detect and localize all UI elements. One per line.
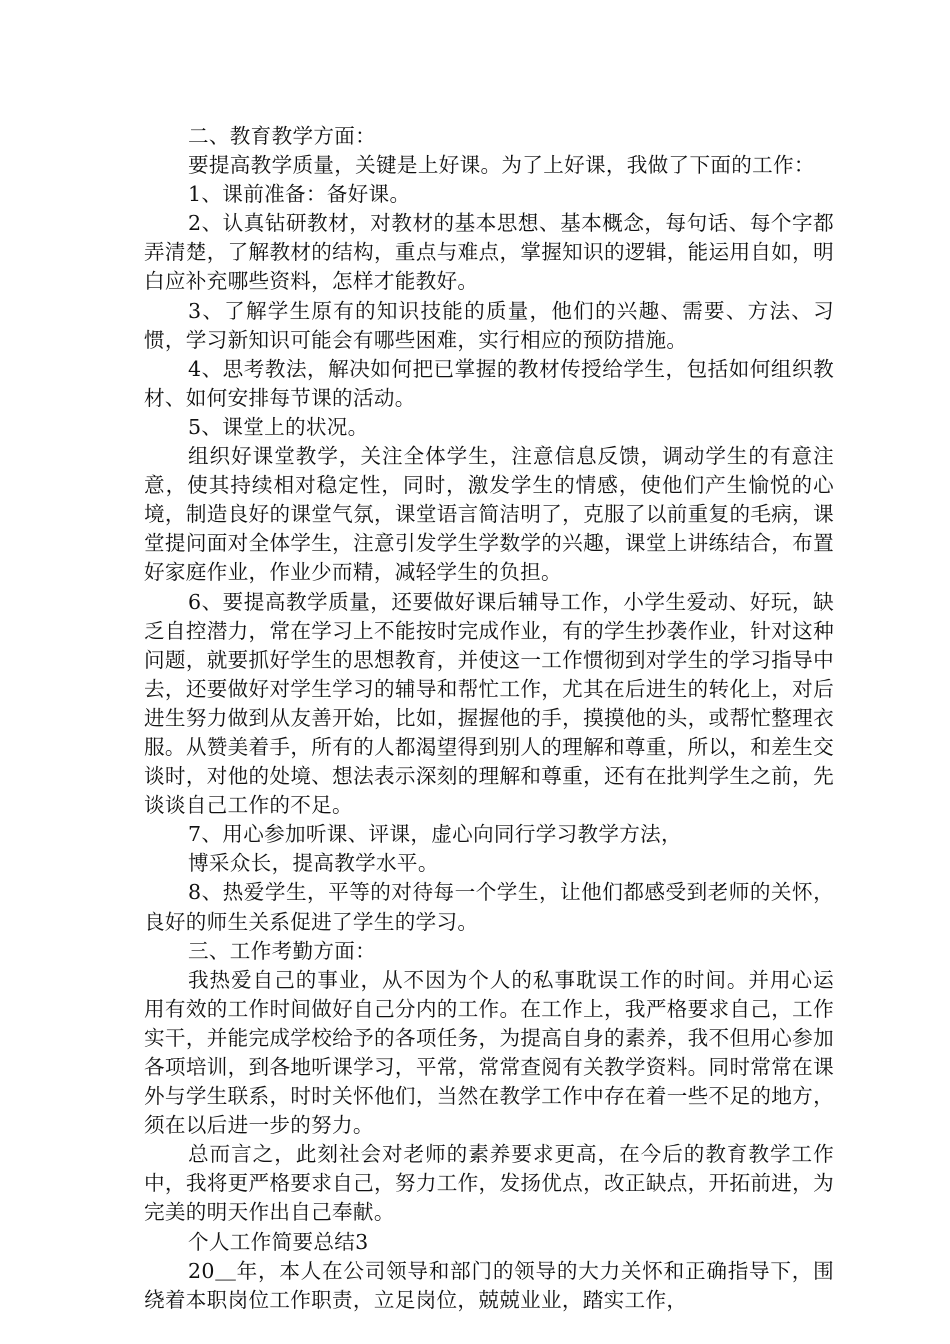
list-item-3: 3、了解学生原有的知识技能的质量，他们的兴趣、需要、方法、习惯，学习新知识可能会有哪些困难，实行相应的预防措施。 xyxy=(144,298,834,352)
list-item-8: 8、热爱学生，平等的对待每一个学生，让他们都感受到老师的关怀，良好的师生关系促进了学生的学习。 xyxy=(144,880,834,934)
section-heading-teaching: 二、教育教学方面： xyxy=(188,124,377,148)
list-item-7: 7、用心参加听课、评课，虚心向同行学习教学方法， xyxy=(188,822,682,847)
list-item-2: 2、认真钻研教材，对教材的基本思想、基本概念，每句话、每个字都弄清楚，了解教材的结构，重点与难点，掌握知识的逻辑，能运用自如，明白应补充哪些资料，怎样才能教好。 xyxy=(144,211,834,294)
paragraph-intro: 要提高教学质量，关键是上好课。为了上好课，我做了下面的工作： xyxy=(188,153,815,178)
paragraph-attendance: 我热爱自己的事业，从不因为个人的私事耽误工作的时间。并用心运用有效的工作时间做好自己分内的工作。在工作上，我严格要求自己，工作实干，并能完成学校给予的各项任务，为提高自身的素养，我不但用心参加各项培训，到各地听课学习，平常，常常查阅有关教学资料。同时常常在课外与学生联系，时时关怀他们，当然在教学工作中存在着一些不足的地方，须在以后进一步的努力。 xyxy=(144,967,834,1138)
paragraph-conclusion: 总而言之，此刻社会对老师的素养要求更高，在今后的教育教学工作中，我将更严格要求自己，努力工作，发扬优点，改正缺点，开拓前进，为完美的明天作出自己奉献。 xyxy=(144,1142,834,1225)
document-body xyxy=(144,122,834,1315)
paragraph-summary-3: 20＿年，本人在公司领导和部门的领导的大力关怀和正确指导下，围绕着本职岗位工作职责，立足岗位，兢兢业业，踏实工作， xyxy=(144,1258,834,1312)
paragraph-classroom: 组织好课堂教学，关注全体学生，注意信息反馈，调动学生的有意注意，使其持续相对稳定性，同时，激发学生的情感，使他们产生愉悦的心境，制造良好的课堂气氛，课堂语言简洁明了，克服了以前重复的毛病，课堂提问面对全体学生，注意引发学生学数学的兴趣，课堂上讲练结合，布置好家庭作业，作业少而精，减轻学生的负担。 xyxy=(144,444,834,585)
list-item-6: 6、要提高教学质量，还要做好课后辅导工作，小学生爱动、好玩，缺乏自控潜力，常在学习上不能按时完成作业，有的学生抄袭作业，针对这种问题，就要抓好学生的思想教育，并使这一工作惯彻到对学生的学习指导中去，还要做好对学生学习的辅导和帮忙工作，尤其在后进生的转化上，对后进生努力做到从友善开始，比如，握握他的手，摸摸他的头，或帮忙整理衣服。从赞美着手，所有的人都渴望得到别人的理解和尊重，所以，和差生交谈时，对他的处境、想法表示深刻的理解和尊重，还有在批判学生之前，先谈谈自己工作的不足。 xyxy=(144,589,834,818)
list-item-4: 4、思考教法，解决如何把已掌握的教材传授给学生，包括如何组织教材、如何安排每节课的活动。 xyxy=(144,356,834,410)
list-item-1: 1、课前准备：备好课。 xyxy=(188,182,411,207)
section-heading-attendance: 三、工作考勤方面： xyxy=(188,938,377,963)
section-title-summary-3: 个人工作简要总结3 xyxy=(188,1229,369,1254)
list-item-7-continued: 博采众长，提高教学水平。 xyxy=(188,851,439,876)
list-item-5: 5、课堂上的状况。 xyxy=(188,414,369,439)
